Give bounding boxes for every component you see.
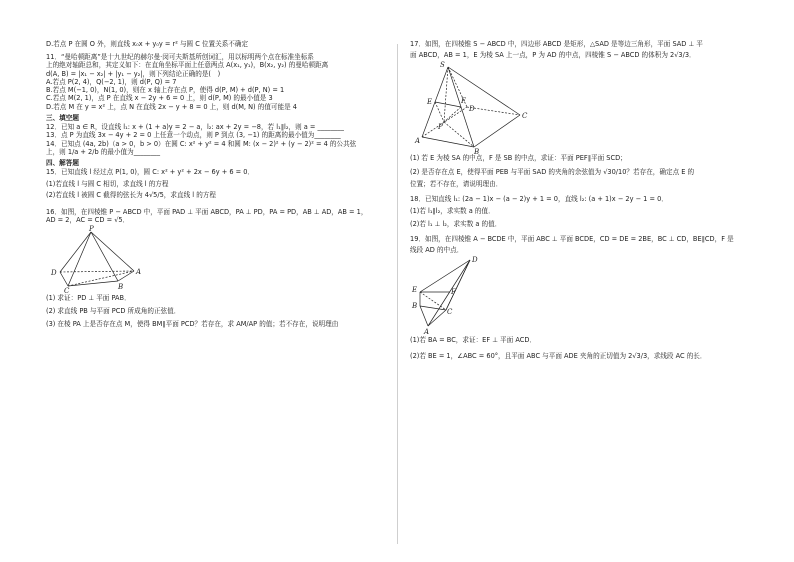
q19-label-b: B	[412, 302, 418, 311]
q19-label-c: C	[447, 308, 453, 317]
left-column	[46, 40, 382, 328]
q19-stem-line-2: 线段 AD 的中点．	[410, 246, 464, 255]
q11-option-b: B.若点 M(−1, 0)，N(1, 0)，则在 x 轴上存在点 P，使得 d(P, M) + d(P, N) = 1	[46, 86, 285, 95]
q18-stem: 18．已知直线 l₁: (2a − 1)x − (a − 2)y + 1 = 0，直线 l₂: (a + 1)x − 2y − 1 = 0．	[410, 195, 668, 204]
q16-label-a: A	[136, 268, 142, 277]
q17-label-f: F	[461, 97, 466, 106]
q17-stem-line-1: 17．如图，在四棱锥 S − ABCD 中，四边形 ABCD 是矩形，△SAD 是等边三角形，平面 SAD ⊥ 平	[410, 40, 703, 48]
q17-pyramid-figure	[410, 59, 550, 154]
q13: 13．点 P 为直线 3x − 4y + 2 = 0 上任意一个动点，则 P 到点 (3, −1) 的距离的最小值为________	[46, 131, 341, 140]
q19-part-2: (2)若 BE = 1，∠ABC = 60°，且平面 ABC 与平面 ADE 夹角的正切值为 2√3/3，求线段 AC 的长．	[410, 351, 707, 360]
q17-label-p: P	[438, 123, 443, 132]
q15-part-2: (2)若直线 l 被圆 C 截得的弦长为 4√5/5，求直线 l 的方程	[46, 190, 216, 199]
q18-part-2: (2)若 l₁ ⊥ l₂，求实数 a 的值．	[410, 219, 502, 228]
q15-part-1: (1)若直线 l 与圆 C 相切，求直线 l 的方程	[46, 179, 169, 188]
q19-label-f: F	[451, 288, 456, 297]
q14-line-1: 14．已知点 (4a, 2b)（a > 0，b > 0）在圆 C: x² + y² = 4 和圆 M: (x − 2)² + (y − 2)² = 4 的公共弦	[46, 139, 357, 148]
q17-stem-line-2: 面 ABCD，AB = 1，E 为棱 SA 上一点，P 为 AD 的中点，四棱锥 S − ABCD 的体积为 2√3/3．	[410, 51, 696, 60]
q14-line-2: 上，则 1/a + 2/b 的最小值为________	[46, 147, 161, 156]
q16-part-3: (3) 在棱 PA 上是否存在点 M，使得 BM∥平面 PCD？若存在，求 AM/AP 的值；若不存在，说明理由	[46, 319, 339, 328]
section-heading-fill-blank: 三、填空题	[46, 113, 79, 122]
q17-part-2-line-1: (2) 是否存在点 E，使得平面 PEB 与平面 SAD 的夹角的余弦值为 √30/10？若存在，确定点 E 的	[410, 167, 695, 176]
q17-label-b: B	[474, 148, 480, 155]
q11-option-a: A.若点 P(2, 4)，Q(−2, 1)，则 d(P, Q) = 7	[46, 77, 177, 86]
q19-label-e: E	[412, 286, 418, 295]
q19-label-d: D	[472, 256, 478, 265]
q16-pyramid-figure	[46, 224, 156, 294]
q16-part-1: (1) 求证：PD ⊥ 平面 PAB．	[46, 294, 131, 303]
q11-stem-line-2: 上的绝对轴距总和，其定义如下：在直角坐标平面上任意两点 A(x₁, y₁)，B(x₂, y₂) 的曼哈顿距离	[46, 61, 329, 70]
q17-label-c: C	[522, 112, 528, 121]
column-divider	[397, 44, 398, 544]
q18-part-1: (1)若 l₁∥l₂，求实数 a 的值．	[410, 207, 495, 216]
q19-label-a: A	[424, 328, 430, 337]
q16-part-2: (2) 求直线 PB 与平面 PCD 所成角的正弦值．	[46, 306, 181, 315]
q16-label-d: D	[51, 269, 57, 278]
q16-label-c: C	[64, 287, 70, 295]
q17-label-s: S	[440, 61, 445, 70]
q12: 12．已知 a ∈ R，设直线 l₁: x + (1 + a)y = 2 − a，l₂: ax + 2y = −8，若 l₁∥l₂，则 a = ________	[46, 123, 344, 132]
q11-option-d: D.若点 M 在 y = x² 上，点 N 在直线 2x − y + 8 = 0 上，则 d(M, N) 的值可能是 4	[46, 102, 297, 111]
right-column	[410, 40, 760, 360]
q19-part-1: (1)若 BA = BC，求证：EF ⊥ 平面 ACD．	[410, 336, 537, 345]
q16-label-b: B	[118, 283, 124, 292]
q17-part-1: (1) 若 E 为棱 SA 的中点，F 是 SB 的中点，求证：平面 PEF∥平面 SCD；	[410, 154, 627, 163]
q11-stem-line-1: 11．“曼哈顿距离”是十九世纪的赫尔曼·闵可夫斯基所创词汇，用以标明两个点在标准坐标系	[46, 53, 314, 62]
q10-option-d: D.若点 P 在圆 O 外，则直线 x₀x + y₀y = r² 与圆 C 位置关系不确定	[46, 40, 249, 48]
q19-stem-line-1: 19．如图，在四棱锥 A − BCDE 中，平面 ABC ⊥ 平面 BCDE，CD = DE = 2BE，BC ⊥ CD，BE∥CD，F 是	[410, 234, 734, 243]
q11-option-c: C.若点 M(2, 1)，点 P 在直线 x − 2y + 6 = 0 上，则 d(P, M) 的最小值是 3	[46, 94, 273, 103]
q16-stem-line-2: AD = 2，AC = CD = √5．	[46, 216, 130, 225]
q16-label-p: P	[89, 225, 94, 234]
q16-stem-line-1: 16．如图，在四棱锥 P − ABCD 中，平面 PAD ⊥ 平面 ABCD，PA ⊥ PD，PA = PD，AB ⊥ AD，AB = 1，	[46, 207, 368, 216]
q17-label-a: A	[415, 137, 421, 146]
q17-label-e: E	[427, 98, 433, 107]
q19-pyramid-figure	[410, 254, 500, 336]
q17-part-2-line-2: 位置；若不存在，请说明理由．	[410, 179, 503, 188]
q17-label-d: D	[469, 105, 475, 114]
section-heading-solutions: 四、解答题	[46, 159, 79, 168]
q11-stem-line-3: d(A, B) = |x₁ − x₂| + |y₁ − y₂|，则下列结论正确的是( )	[46, 69, 221, 78]
q15-stem: 15．已知直线 l 经过点 P(1, 0)，圆 C: x² + y² + 2x − 6y + 6 = 0．	[46, 168, 255, 177]
